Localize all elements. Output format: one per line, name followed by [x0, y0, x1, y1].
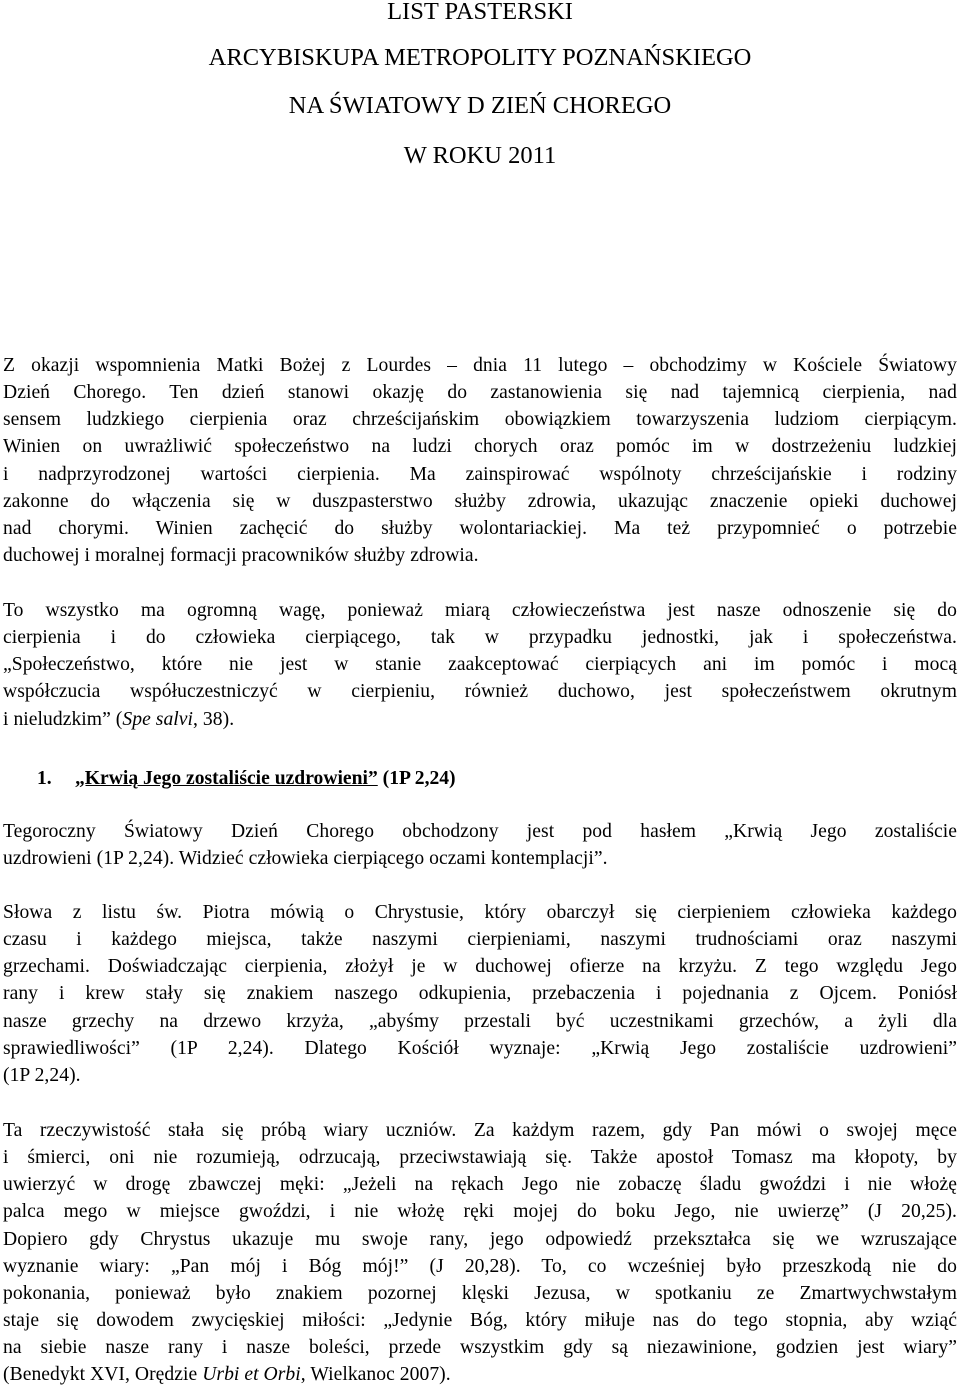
- letter-title-line-4: W ROKU 2011: [403, 142, 557, 169]
- text-line: współczucia współuczestniczyć w cierpieniu, również duchowo, jest społeczeństwem okrutnym: [3, 681, 957, 703]
- text-run: (Benedykt XVI, Orędzie: [3, 1364, 203, 1386]
- text-line: uzdrowieni (1P 2,24). Widzieć człowieka cierpiącego oczami kontemplacji”.: [3, 848, 608, 870]
- text-line: na siebie nasze rany i nasze boleści, przede wszystkim gdy są niezawinione, godzien jest wiary”: [3, 1337, 957, 1359]
- theme-paragraph: [3, 818, 957, 872]
- text-line: Z okazji wspomnienia Matki Bożej z Lourdes – dnia 11 lutego – obchodzimy w Kościele Światowy: [3, 355, 957, 376]
- text-line: cierpienia i do człowieka cierpiącego, tak w przypadku jednostki, jak i społeczeństwa.: [3, 627, 957, 649]
- text-line: Ta rzeczywistość stała się próbą wiary uczniów. Za każdym razem, gdy Pan mówi o swojej męce: [3, 1120, 957, 1141]
- text-line: rany i krew stały się znakiem naszego odkupienia, przebaczenia i pojednania z Ojcem. Poniósł: [3, 983, 957, 1005]
- text-line: Winien on uwrażliwić społeczeństwo na ludzi chorych oraz pomóc im w dostrzeżeniu ludzkiej: [3, 436, 957, 458]
- text-line: nad chorymi. Winien zachęcić do służby wolontariackiej. Ma też przypomnieć o potrzebie: [3, 517, 957, 539]
- thomas-paragraph: [3, 1117, 957, 1389]
- text-line: sensem ludzkiego cierpienia oraz chrześcijańskim obowiązkiem towarzyszenia ludziom cierpiącym.: [3, 409, 957, 431]
- text-line: grzechami. Doświadczając cierpienia, złożył je w duchowej ofierze na krzyżu. Z tego względu Jego: [3, 956, 957, 978]
- text-line: [3, 1361, 957, 1388]
- text-line: To wszystko ma ogromną wagę, ponieważ miarą człowieczeństwa jest nasze odnoszenie się do: [3, 600, 957, 621]
- citation-title: Spe salvi: [122, 708, 194, 730]
- text-line: nasze grzechy na drzewo krzyża, „abyśmy przestali być uczestnikami grzechów, a żyli dla: [3, 1010, 957, 1032]
- text-line: Tegoroczny Światowy Dzień Chorego obchodzony jest pod hasłem „Krwią Jego zostaliście: [3, 821, 957, 842]
- text-line: czasu i każdego miejsca, także naszymi cierpieniami, naszymi trudnościami oraz naszymi: [3, 929, 957, 951]
- letter-title-line-1: LIST PASTERSKI: [387, 0, 573, 25]
- text-line: i śmierci, oni nie rozumieją, odrzucają, przeciwstawiają się. Także apostoł Tomasz ma kłopoty, by: [3, 1147, 957, 1169]
- text-line: (1P 2,24).: [3, 1064, 81, 1086]
- text-line: Dopiero gdy Chrystus ukazuje mu swoje rany, jego odpowiedź przekształca się we wzruszające: [3, 1228, 957, 1250]
- text-line: Słowa z listu św. Piotra mówią o Chrystusie, który obarczył się cierpieniem człowieka każdego: [3, 902, 957, 923]
- text-line: staje się dowodem zwycięskiej miłości: „Jedynie Bóg, który miłuje nas do tego stopnia, aby wziąć: [3, 1310, 957, 1332]
- text-line: [3, 706, 957, 733]
- letter-title-line-3: NA ŚWIATOWY D ZIEŃ CHOREGO: [288, 92, 672, 119]
- citation-title: Urbi et Orbi: [202, 1364, 301, 1386]
- text-line: sprawiedliwości” (1P 2,24). Dlatego Kościół wyznaje: „Krwią Jego zostaliście uzdrowieni”: [3, 1037, 957, 1059]
- spe-salvi-paragraph: [3, 597, 957, 733]
- text-run: , Wielkanoc 2007).: [300, 1364, 451, 1386]
- section-number: 1.: [37, 768, 52, 789]
- text-line: pokonania, ponieważ było znakiem pozornej klęski Jezusa, w spotkaniu ze Zmartwychwstałym: [3, 1282, 957, 1304]
- text-line: i nadprzyrodzonej wartości cierpienia. Ma zainspirować wspólnoty chrześcijańskie i rodziny: [3, 463, 957, 485]
- text-line: Dzień Chorego. Ten dzień stanowi okazję do zastanowienia się nad tajemnicą cierpienia, nad: [3, 382, 957, 404]
- text-run: , 38).: [193, 708, 235, 730]
- text-line: palca mego w miejsce gwoździ, i nie włożę ręki mojej do boku Jego, nie uwierzę” (J 20,25).: [3, 1201, 957, 1223]
- text-line: zakonne do włączenia się w duszpasterstwo służby zdrowia, ukazując znaczenie opieki duchowej: [3, 490, 957, 512]
- intro-paragraph: [3, 352, 957, 569]
- section-reference: (1P 2,24): [377, 768, 456, 789]
- text-line: uwierzyć w drogę zbawczej męki: „Jeżeli na rękach Jego nie zobaczę śladu gwoździ i nie włożę: [3, 1174, 957, 1196]
- section-title: „Krwią Jego zostaliście uzdrowieni”: [75, 768, 378, 789]
- peter-paragraph: [3, 899, 957, 1089]
- text-line: „Społeczeństwo, które nie jest w stanie zaakceptować cierpiących ani im pomóc i mocą: [3, 654, 957, 676]
- section-heading: [37, 765, 456, 792]
- letter-title-line-2: ARCYBISKUPA METROPOLITY POZNAŃSKIEGO: [208, 44, 752, 71]
- text-line: wyznanie wiary: „Pan mój i Bóg mój!” (J 20,28). To, co wcześniej było przeszkodą nie do: [3, 1255, 957, 1277]
- text-line: duchowej i moralnej formacji pracowników służby zdrowia.: [3, 545, 479, 567]
- text-run: i nieludzkim” (: [3, 708, 123, 730]
